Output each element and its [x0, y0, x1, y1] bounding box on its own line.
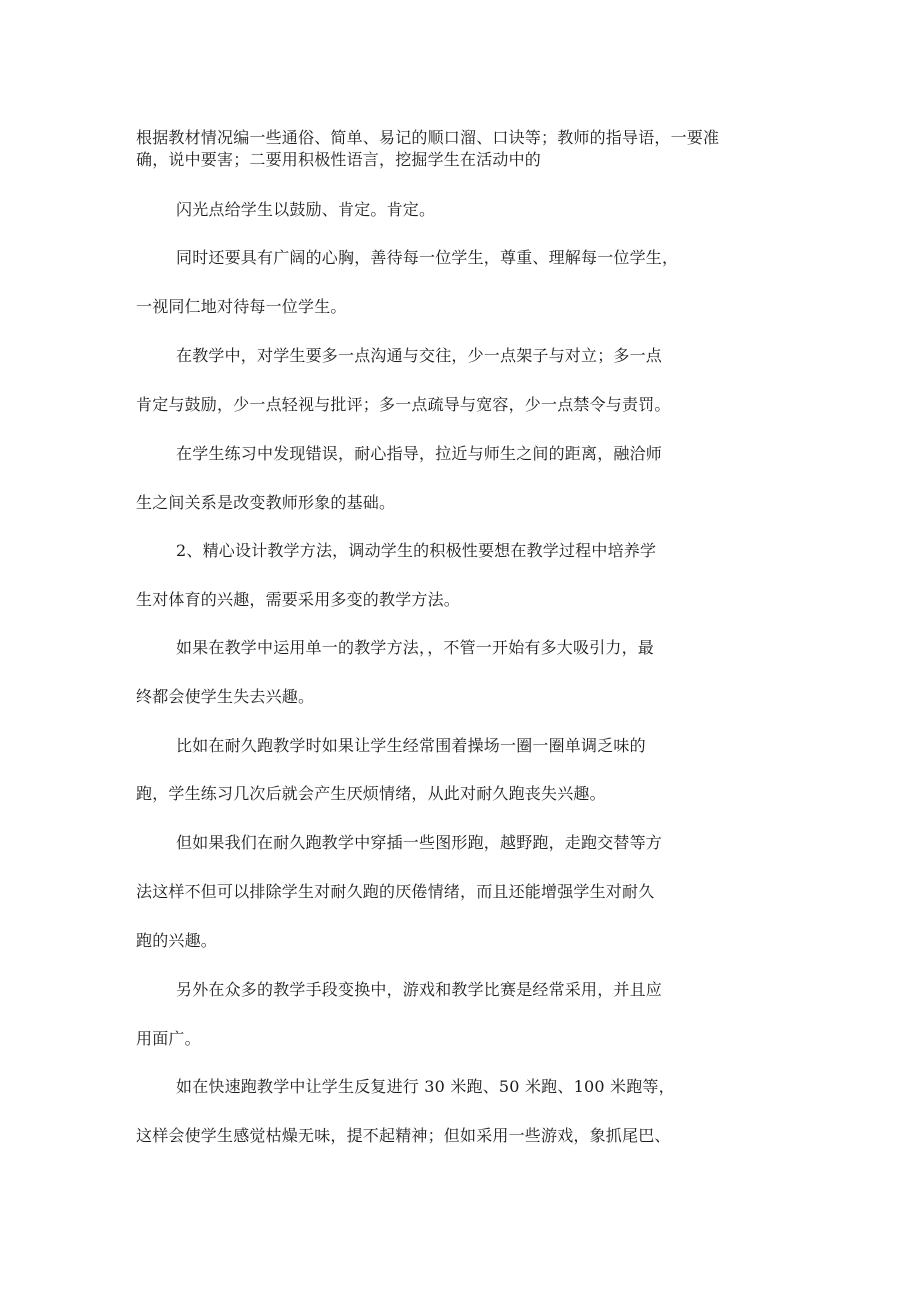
text-line: 2、精心设计教学方法，调动学生的积极性要想在教学过程中培养学 [176, 541, 657, 560]
text-line: 这样会使学生感觉枯燥无味，提不起精神；但如采用一些游戏，象抓尾巴、 [136, 1126, 671, 1145]
text-line: 用面广。 [136, 1029, 201, 1048]
text-line: 在教学中，对学生要多一点沟通与交往，少一点架子与对立；多一点 [176, 346, 663, 365]
text-line: 根据教材情况编一些通俗、简单、易记的顺口溜、口诀等；教师的指导语，一要准 [136, 128, 720, 147]
text-line: 如在快速跑教学中让学生反复进行 30 米跑、50 米跑、100 米跑等， [176, 1077, 675, 1096]
text-line: 如果在教学中运用单一的教学方法，，不管一开始有多大吸引力，最 [176, 638, 655, 657]
text-line: 另外在众多的教学手段变换中，游戏和教学比赛是经常采用，并且应 [176, 980, 663, 999]
text-line: 闪光点给学生以鼓励、肯定。肯定。 [176, 200, 436, 219]
text-line: 法这样不但可以排除学生对耐久跑的厌倦情绪，而且还能增强学生对耐久 [136, 882, 655, 901]
text-line: 但如果我们在耐久跑教学中穿插一些图形跑，越野跑，走跑交替等方 [176, 833, 663, 852]
text-line: 生之间关系是改变教师形象的基础。 [136, 493, 396, 512]
text-line: 生对体育的兴趣，需要采用多变的教学方法。 [136, 590, 461, 609]
text-line: 跑的兴趣。 [136, 931, 218, 950]
text-line: 跑，学生练习几次后就会产生厌烦情绪，从此对耐久跑丧失兴趣。 [136, 784, 606, 803]
text-line: 一视同仁地对待每一位学生。 [136, 297, 347, 316]
text-line: 肯定与鼓励，少一点轻视与批评；多一点疏导与宽容，少一点禁令与责罚。 [136, 395, 671, 414]
text-line: 在学生练习中发现错误，耐心指导，拉近与师生之间的距离，融洽师 [176, 444, 663, 463]
text-line: 同时还要具有广阔的心胸，善待每一位学生，尊重、理解每一位学生， [176, 248, 679, 267]
text-line: 确，说中要害；二要用积极性语言，挖掘学生在活动中的 [136, 150, 542, 169]
text-line: 终都会使学生失去兴趣。 [136, 687, 315, 706]
text-line: 比如在耐久跑教学时如果让学生经常围着操场一圈一圈单调乏味的 [176, 736, 646, 755]
